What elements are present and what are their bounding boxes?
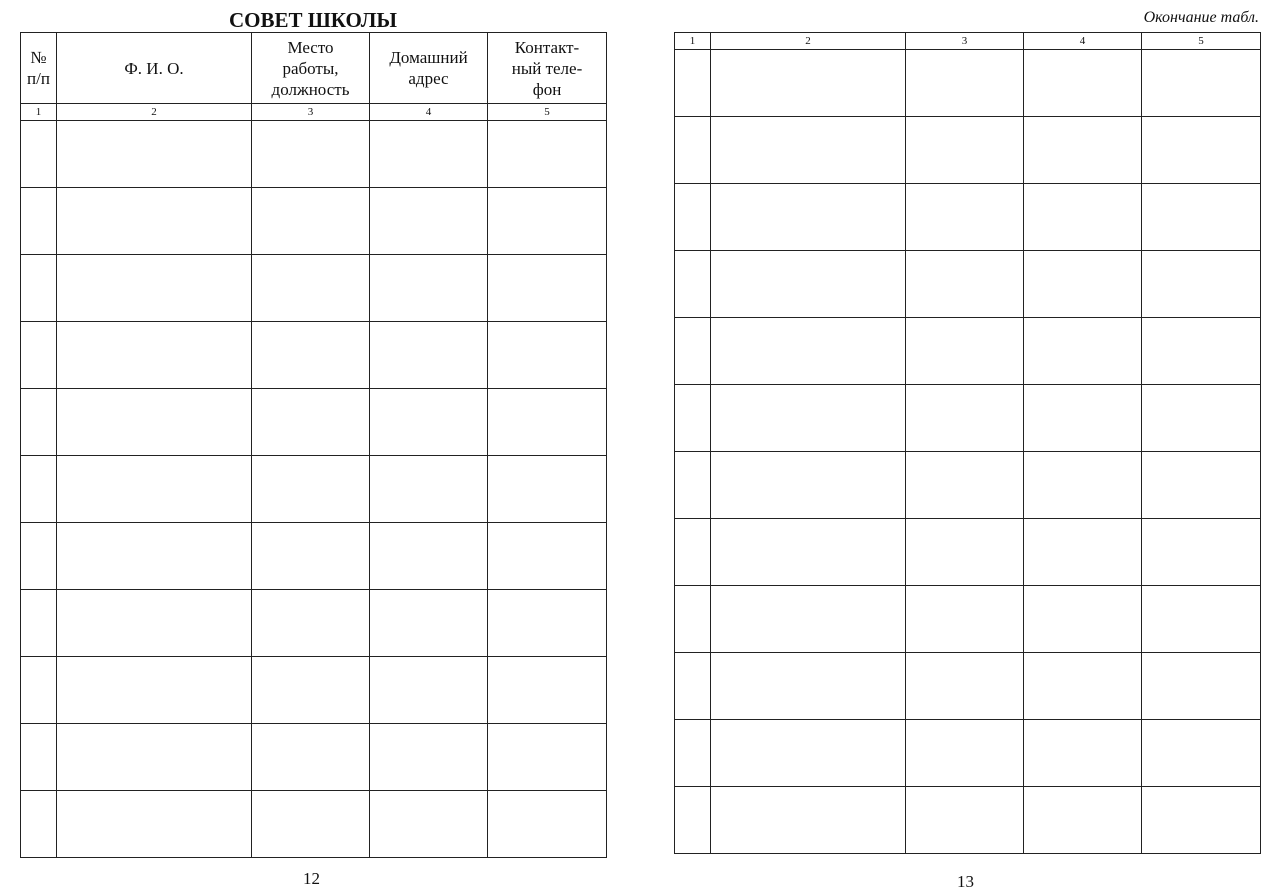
table-cell xyxy=(1024,385,1142,452)
table-row xyxy=(21,322,607,389)
table-cell xyxy=(370,322,488,389)
table-cell xyxy=(21,322,57,389)
table-cell xyxy=(370,456,488,523)
table-cell xyxy=(488,456,607,523)
table-cell xyxy=(370,523,488,590)
table-cell xyxy=(21,724,57,791)
table-cell xyxy=(675,653,711,720)
table-cell xyxy=(488,322,607,389)
table-cell xyxy=(1142,184,1261,251)
page-number: 13 xyxy=(957,872,974,891)
table-row xyxy=(21,590,607,657)
table-row xyxy=(21,389,607,456)
table-cell xyxy=(252,121,370,188)
table-row xyxy=(675,50,1261,117)
table-cell xyxy=(711,586,906,653)
table-cell xyxy=(711,452,906,519)
table-cell xyxy=(1142,385,1261,452)
table-cell xyxy=(57,456,252,523)
table-cell xyxy=(711,318,906,385)
header-cell-workplace: Место работы, должность xyxy=(252,33,370,104)
table-row xyxy=(675,251,1261,318)
table-cell xyxy=(57,791,252,858)
table-cell xyxy=(252,188,370,255)
table-row xyxy=(675,117,1261,184)
table-row xyxy=(21,791,607,858)
table-cell xyxy=(57,590,252,657)
table-cell xyxy=(57,389,252,456)
table-cell xyxy=(488,255,607,322)
column-number-row xyxy=(675,33,1261,50)
table-row xyxy=(675,385,1261,452)
table-cell xyxy=(252,657,370,724)
table-row xyxy=(21,724,607,791)
table-row xyxy=(21,523,607,590)
table-cell xyxy=(370,724,488,791)
table-header-row xyxy=(21,33,607,104)
table-row xyxy=(675,720,1261,787)
table-cell xyxy=(675,720,711,787)
table-continuation-label: Окончание табл. xyxy=(1143,9,1259,26)
table-cell xyxy=(675,519,711,586)
table-cell xyxy=(906,318,1024,385)
table-row xyxy=(675,586,1261,653)
table-cell xyxy=(57,121,252,188)
table-cell xyxy=(1142,452,1261,519)
table-cell xyxy=(1142,787,1261,854)
column-number: 3 xyxy=(906,33,1024,50)
header-cell-home-address: Домашний адрес xyxy=(370,33,488,104)
table-cell xyxy=(57,523,252,590)
table-row xyxy=(675,318,1261,385)
table-cell xyxy=(252,590,370,657)
table-cell xyxy=(906,653,1024,720)
page-title: СОВЕТ ШКОЛЫ xyxy=(228,8,398,32)
table-cell xyxy=(906,117,1024,184)
table-cell xyxy=(1142,251,1261,318)
column-number: 1 xyxy=(675,33,711,50)
table-cell xyxy=(711,787,906,854)
table-cell xyxy=(21,590,57,657)
table-cell xyxy=(675,251,711,318)
table-cell xyxy=(711,251,906,318)
table-cell xyxy=(370,188,488,255)
table-cell xyxy=(906,385,1024,452)
table-cell xyxy=(711,184,906,251)
table-cell xyxy=(906,720,1024,787)
table-cell xyxy=(252,389,370,456)
table-cell xyxy=(252,523,370,590)
header-cell-number: № п/п xyxy=(21,33,57,104)
school-council-table-continued xyxy=(674,32,1261,854)
table-cell xyxy=(488,590,607,657)
table-cell xyxy=(21,657,57,724)
table-cell xyxy=(488,657,607,724)
table-cell xyxy=(21,523,57,590)
table-cell xyxy=(370,590,488,657)
table-cell xyxy=(1024,117,1142,184)
table-cell xyxy=(675,385,711,452)
table-cell xyxy=(1024,452,1142,519)
table-cell xyxy=(906,452,1024,519)
table-cell xyxy=(21,389,57,456)
column-number: 5 xyxy=(488,104,607,121)
table-cell xyxy=(906,586,1024,653)
table-cell xyxy=(1142,653,1261,720)
column-number: 1 xyxy=(21,104,57,121)
table-cell xyxy=(1142,50,1261,117)
table-cell xyxy=(21,188,57,255)
table-row xyxy=(21,456,607,523)
table-cell xyxy=(1142,720,1261,787)
table-cell xyxy=(1024,787,1142,854)
table-cell xyxy=(675,452,711,519)
table-cell xyxy=(906,184,1024,251)
table-cell xyxy=(488,791,607,858)
table-row xyxy=(675,787,1261,854)
table-cell xyxy=(488,724,607,791)
column-number: 3 xyxy=(252,104,370,121)
table-cell xyxy=(252,255,370,322)
table-cell xyxy=(21,456,57,523)
table-cell xyxy=(675,586,711,653)
column-number-row xyxy=(21,104,607,121)
table-cell xyxy=(1024,251,1142,318)
table-cell xyxy=(1024,653,1142,720)
table-cell xyxy=(1024,318,1142,385)
table-cell xyxy=(675,787,711,854)
table-cell xyxy=(488,121,607,188)
table-cell xyxy=(1142,318,1261,385)
table-cell xyxy=(57,657,252,724)
column-number: 4 xyxy=(1024,33,1142,50)
table-cell xyxy=(1024,50,1142,117)
table-cell xyxy=(711,519,906,586)
header-cell-phone: Контакт- ный теле- фон xyxy=(488,33,607,104)
table-cell xyxy=(906,519,1024,586)
table-cell xyxy=(370,657,488,724)
table-cell xyxy=(488,188,607,255)
table-cell xyxy=(252,322,370,389)
table-cell xyxy=(57,322,252,389)
table-row xyxy=(675,519,1261,586)
table-cell xyxy=(1142,586,1261,653)
column-number: 5 xyxy=(1142,33,1261,50)
table-row xyxy=(675,653,1261,720)
school-council-table xyxy=(20,32,607,858)
table-cell xyxy=(21,121,57,188)
table-row xyxy=(21,188,607,255)
table-cell xyxy=(21,791,57,858)
table-cell xyxy=(906,50,1024,117)
column-number: 4 xyxy=(370,104,488,121)
table-row xyxy=(21,255,607,322)
page-number: 12 xyxy=(303,869,320,888)
table-row xyxy=(21,121,607,188)
table-cell xyxy=(711,50,906,117)
table-cell xyxy=(711,720,906,787)
table-cell xyxy=(906,787,1024,854)
table-cell xyxy=(675,50,711,117)
header-cell-full-name: Ф. И. О. xyxy=(57,33,252,104)
table-cell xyxy=(57,188,252,255)
column-number: 2 xyxy=(711,33,906,50)
table-cell xyxy=(370,255,488,322)
table-row xyxy=(675,184,1261,251)
table-cell xyxy=(370,791,488,858)
table-cell xyxy=(57,724,252,791)
table-cell xyxy=(1142,519,1261,586)
table-cell xyxy=(370,389,488,456)
table-cell xyxy=(1024,184,1142,251)
table-cell xyxy=(675,318,711,385)
table-cell xyxy=(711,653,906,720)
table-cell xyxy=(1024,720,1142,787)
table-cell xyxy=(252,791,370,858)
table-row xyxy=(21,657,607,724)
table-cell xyxy=(675,184,711,251)
column-number: 2 xyxy=(57,104,252,121)
table-cell xyxy=(711,117,906,184)
table-cell xyxy=(252,724,370,791)
table-cell xyxy=(21,255,57,322)
table-cell xyxy=(711,385,906,452)
table-cell xyxy=(252,456,370,523)
table-cell xyxy=(1142,117,1261,184)
table-row xyxy=(675,452,1261,519)
table-cell xyxy=(675,117,711,184)
table-cell xyxy=(1024,586,1142,653)
table-cell xyxy=(488,523,607,590)
table-cell xyxy=(906,251,1024,318)
table-cell xyxy=(370,121,488,188)
table-cell xyxy=(488,389,607,456)
table-cell xyxy=(1024,519,1142,586)
table-cell xyxy=(57,255,252,322)
